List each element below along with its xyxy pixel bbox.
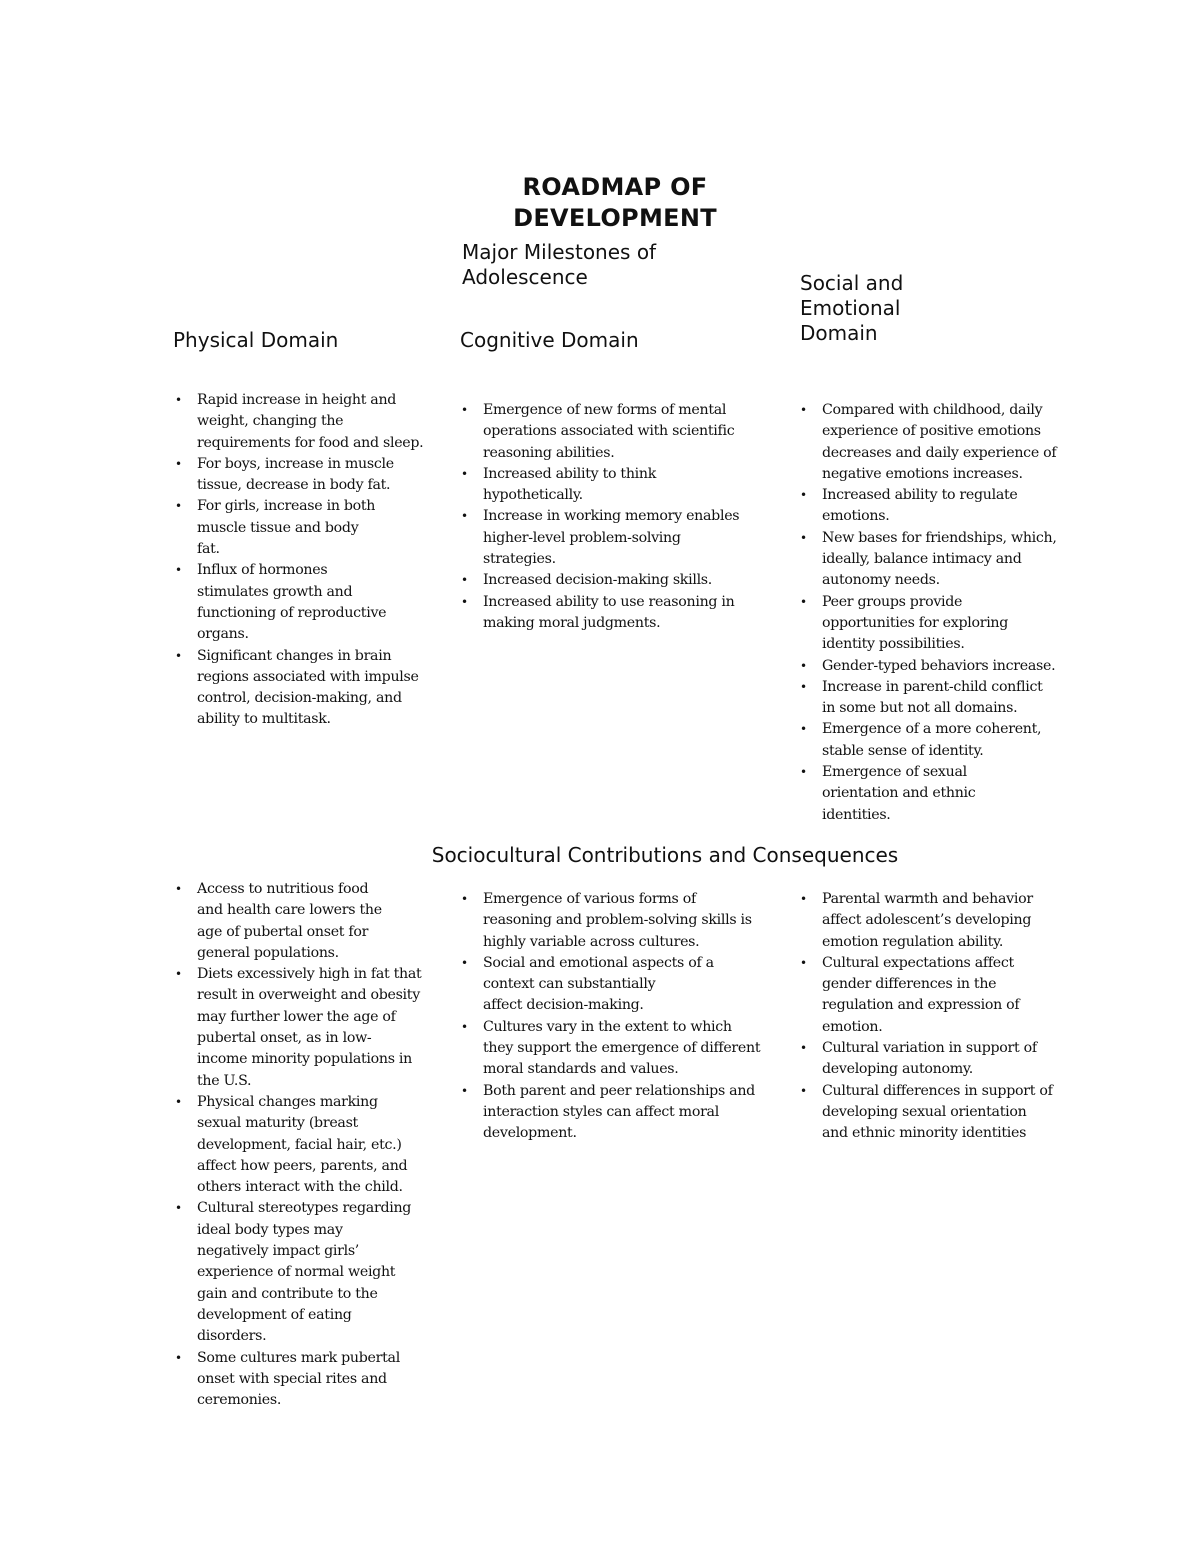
cognitive-domain-heading: Cognitive Domain bbox=[460, 328, 639, 352]
list-item bbox=[798, 677, 1083, 720]
list-item bbox=[798, 953, 1083, 1038]
list-item-line: Gender-typed behaviors increase. bbox=[822, 657, 1056, 674]
list-item-line: interaction styles can affect moral bbox=[483, 1103, 719, 1120]
list-item bbox=[173, 1092, 451, 1198]
list-item-line: opportunities for exploring bbox=[822, 614, 1009, 631]
list-item bbox=[459, 889, 784, 953]
list-item-line: pubertal onset, as in low- bbox=[197, 1030, 372, 1047]
list-item-line: they support the emergence of different bbox=[483, 1040, 761, 1057]
list-item-line: general populations. bbox=[197, 944, 339, 961]
list-item bbox=[173, 646, 441, 731]
list-item-line: muscle tissue and body bbox=[197, 519, 359, 536]
list-item-line: and health care lowers the bbox=[197, 902, 382, 919]
list-item bbox=[173, 1348, 451, 1412]
list-item-line: emotion regulation ability. bbox=[822, 933, 1004, 950]
list-item-line: affect decision-making. bbox=[483, 997, 644, 1014]
list-item-line: gain and contribute to the bbox=[197, 1285, 378, 1302]
list-item-line: requirements for food and sleep. bbox=[197, 434, 424, 451]
social-emotional-domain-list bbox=[798, 400, 1083, 826]
bullet-dot-icon: • bbox=[800, 765, 807, 780]
list-item-line: higher-level problem-solving bbox=[483, 529, 681, 546]
sociocultural-cognitive-list bbox=[459, 889, 784, 1145]
bullet-dot-icon: • bbox=[175, 1350, 182, 1365]
list-item-line: result in overweight and obesity bbox=[197, 987, 420, 1004]
list-item-line: autonomy needs. bbox=[822, 572, 940, 589]
list-item-line: Peer groups provide bbox=[822, 593, 963, 610]
list-item-line: Emergence of sexual bbox=[822, 764, 967, 781]
list-item bbox=[173, 560, 441, 645]
list-item bbox=[798, 400, 1083, 485]
physical-domain-list bbox=[173, 390, 441, 731]
list-item-line: orientation and ethnic bbox=[822, 785, 976, 802]
list-item-line: affect how peers, parents, and bbox=[197, 1157, 408, 1174]
list-item-line: Parental warmth and behavior bbox=[822, 891, 1033, 907]
list-item-line: Physical changes marking bbox=[197, 1093, 378, 1110]
list-item bbox=[798, 656, 1083, 677]
bullet-dot-icon: • bbox=[175, 393, 182, 407]
list-item-line: Significant changes in brain bbox=[197, 647, 392, 664]
bullet-dot-icon: • bbox=[461, 573, 468, 588]
bullet-dot-icon: • bbox=[461, 1083, 468, 1098]
list-item bbox=[173, 390, 441, 454]
list-item bbox=[459, 464, 767, 507]
list-item-line: others interact with the child. bbox=[197, 1179, 403, 1196]
list-item-line: highly variable across cultures. bbox=[483, 933, 700, 950]
list-item-line: functioning of reproductive bbox=[197, 604, 387, 621]
list-item-line: Increase in working memory enables bbox=[483, 508, 740, 525]
sociocultural-heading: Sociocultural Contributions and Consequences bbox=[431, 843, 899, 867]
subtitle-line-2: Adolescence bbox=[462, 265, 588, 289]
physical-domain-heading: Physical Domain bbox=[173, 328, 339, 352]
cognitive-domain-list bbox=[459, 400, 767, 634]
list-item-line: stimulates growth and bbox=[197, 583, 353, 600]
list-item-line: organs. bbox=[197, 626, 249, 643]
list-item-line: weight, changing the bbox=[197, 413, 344, 430]
list-item-line: Emergence of new forms of mental bbox=[483, 402, 727, 418]
bullet-dot-icon: • bbox=[800, 658, 807, 673]
list-item bbox=[459, 953, 784, 1017]
list-item bbox=[459, 400, 767, 464]
bullet-dot-icon: • bbox=[461, 955, 468, 970]
document-title bbox=[490, 172, 740, 234]
list-item-line: Cultural stereotypes regarding bbox=[197, 1200, 412, 1217]
bullet-dot-icon: • bbox=[461, 594, 468, 609]
list-item-line: Diets excessively high in fat that bbox=[197, 966, 422, 983]
bullet-dot-icon: • bbox=[800, 530, 807, 545]
bullet-dot-icon: • bbox=[800, 892, 807, 906]
list-item-line: For girls, increase in both bbox=[197, 498, 376, 515]
list-item-line: emotion. bbox=[822, 1018, 883, 1035]
list-item-line: ability to multitask. bbox=[197, 711, 331, 728]
bullet-dot-icon: • bbox=[461, 892, 468, 906]
list-item-line: experience of normal weight bbox=[197, 1264, 396, 1281]
list-item-line: decreases and daily experience of bbox=[822, 444, 1057, 461]
bullet-dot-icon: • bbox=[175, 1094, 182, 1109]
bullet-dot-icon: • bbox=[175, 499, 182, 514]
list-item-line: ideally, balance intimacy and bbox=[822, 551, 1022, 568]
list-item-line: the U.S. bbox=[197, 1072, 252, 1089]
title-line-1: ROADMAP OF bbox=[522, 173, 708, 201]
list-item-line: development, facial hair, etc.) bbox=[197, 1136, 402, 1153]
list-item-line: Cultural expectations affect bbox=[822, 954, 1014, 971]
list-item-line: in some but not all domains. bbox=[822, 700, 1018, 717]
document-subtitle bbox=[462, 240, 722, 290]
list-item bbox=[459, 1081, 784, 1145]
list-item-line: hypothetically. bbox=[483, 487, 583, 504]
list-item-line: reasoning abilities. bbox=[483, 444, 615, 461]
list-item-line: developing sexual orientation bbox=[822, 1103, 1027, 1120]
list-item-line: identity possibilities. bbox=[822, 636, 965, 653]
list-item-line: Cultural variation in support of bbox=[822, 1040, 1037, 1057]
list-item-line: Access to nutritious food bbox=[197, 881, 369, 897]
bullet-dot-icon: • bbox=[175, 882, 182, 896]
bullet-dot-icon: • bbox=[800, 594, 807, 609]
bullet-dot-icon: • bbox=[461, 466, 468, 481]
bullet-dot-icon: • bbox=[800, 955, 807, 970]
social-heading-line-2: Emotional bbox=[800, 296, 901, 320]
bullet-dot-icon: • bbox=[800, 1083, 807, 1098]
list-item bbox=[798, 1081, 1083, 1145]
bullet-dot-icon: • bbox=[461, 1019, 468, 1034]
bullet-dot-icon: • bbox=[175, 967, 182, 982]
list-item-line: experience of positive emotions bbox=[822, 423, 1041, 440]
list-item bbox=[173, 454, 441, 497]
list-item-line: Increase in parent-child conflict bbox=[822, 678, 1043, 695]
list-item-line: regions associated with impulse bbox=[197, 668, 419, 685]
list-item-line: ceremonies. bbox=[197, 1392, 282, 1409]
list-item-line: identities. bbox=[822, 806, 891, 823]
list-item-line: age of pubertal onset for bbox=[197, 923, 369, 940]
bullet-dot-icon: • bbox=[800, 679, 807, 694]
list-item bbox=[459, 1017, 784, 1081]
list-item-line: Increased ability to regulate bbox=[822, 487, 1018, 504]
list-item-line: For boys, increase in muscle bbox=[197, 455, 394, 472]
social-heading-line-1: Social and bbox=[800, 271, 904, 295]
list-item bbox=[173, 879, 451, 964]
list-item-line: fat. bbox=[197, 541, 220, 558]
list-item-line: Both parent and peer relationships and bbox=[483, 1082, 755, 1099]
list-item-line: gender differences in the bbox=[822, 976, 997, 993]
list-item-line: Emergence of a more coherent, bbox=[822, 721, 1042, 738]
list-item-line: tissue, decrease in body fat. bbox=[197, 477, 391, 494]
list-item-line: operations associated with scientific bbox=[483, 423, 735, 440]
list-item bbox=[798, 485, 1083, 528]
title-line-2: DEVELOPMENT bbox=[513, 204, 717, 232]
list-item-line: stable sense of identity. bbox=[822, 742, 984, 759]
list-item-line: Some cultures mark pubertal bbox=[197, 1349, 400, 1366]
list-item-line: emotions. bbox=[822, 508, 890, 525]
list-item-line: context can substantially bbox=[483, 976, 656, 993]
list-item-line: regulation and expression of bbox=[822, 997, 1020, 1014]
list-item-line: Increased decision-making skills. bbox=[483, 572, 713, 589]
list-item-line: may further lower the age of bbox=[197, 1008, 396, 1025]
list-item-line: onset with special rites and bbox=[197, 1370, 387, 1387]
list-item bbox=[798, 592, 1083, 656]
list-item-line: and ethnic minority identities bbox=[822, 1125, 1027, 1142]
list-item-line: development. bbox=[483, 1125, 577, 1142]
list-item-line: moral standards and values. bbox=[483, 1061, 679, 1078]
list-item-line: New bases for friendships, which, bbox=[822, 529, 1057, 546]
list-item-line: sexual maturity (breast bbox=[197, 1115, 358, 1132]
list-item bbox=[459, 592, 767, 635]
list-item-line: reasoning and problem-solving skills is bbox=[483, 912, 752, 929]
bullet-dot-icon: • bbox=[461, 509, 468, 524]
list-item bbox=[173, 496, 441, 560]
list-item-line: Influx of hormones bbox=[197, 562, 328, 579]
list-item-line: disorders. bbox=[197, 1328, 267, 1345]
bullet-dot-icon: • bbox=[175, 563, 182, 578]
list-item-line: making moral judgments. bbox=[483, 614, 661, 631]
list-item bbox=[173, 1198, 451, 1347]
bullet-dot-icon: • bbox=[800, 1041, 807, 1056]
list-item-line: affect adolescent’s developing bbox=[822, 912, 1032, 929]
subtitle-line-1: Major Milestones of bbox=[462, 240, 657, 264]
list-item-line: negatively impact girls’ bbox=[197, 1243, 360, 1260]
list-item bbox=[459, 570, 767, 591]
sociocultural-social-list bbox=[798, 889, 1083, 1145]
list-item-line: strategies. bbox=[483, 551, 556, 568]
list-item-line: Social and emotional aspects of a bbox=[483, 954, 714, 971]
bullet-dot-icon: • bbox=[175, 648, 182, 663]
list-item-line: Emergence of various forms of bbox=[483, 891, 696, 907]
list-item-line: negative emotions increases. bbox=[822, 465, 1023, 482]
bullet-dot-icon: • bbox=[800, 403, 807, 417]
list-item bbox=[798, 528, 1083, 592]
bullet-dot-icon: • bbox=[175, 1201, 182, 1216]
list-item bbox=[798, 762, 1083, 826]
list-item bbox=[798, 1038, 1083, 1081]
list-item-line: developing autonomy. bbox=[822, 1061, 973, 1078]
list-item-line: control, decision-making, and bbox=[197, 690, 402, 707]
bullet-dot-icon: • bbox=[800, 722, 807, 737]
social-heading-line-3: Domain bbox=[800, 321, 878, 345]
list-item-line: development of eating bbox=[197, 1306, 352, 1323]
list-item-line: Rapid increase in height and bbox=[197, 392, 397, 408]
list-item-line: Cultural differences in support of bbox=[822, 1082, 1053, 1099]
list-item bbox=[173, 964, 451, 1092]
list-item-line: ideal body types may bbox=[197, 1221, 343, 1238]
bullet-dot-icon: • bbox=[800, 488, 807, 503]
list-item-line: Increased ability to use reasoning in bbox=[483, 593, 735, 610]
sociocultural-physical-list bbox=[173, 879, 451, 1411]
list-item-line: income minority populations in bbox=[197, 1051, 412, 1068]
social-emotional-domain-heading bbox=[800, 271, 950, 346]
list-item bbox=[798, 889, 1083, 953]
list-item-line: Compared with childhood, daily bbox=[822, 402, 1043, 418]
list-item-line: Cultures vary in the extent to which bbox=[483, 1018, 732, 1035]
list-item bbox=[459, 506, 767, 570]
bullet-dot-icon: • bbox=[175, 456, 182, 471]
list-item bbox=[798, 719, 1083, 762]
list-item-line: Increased ability to think bbox=[483, 465, 657, 482]
bullet-dot-icon: • bbox=[461, 403, 468, 417]
